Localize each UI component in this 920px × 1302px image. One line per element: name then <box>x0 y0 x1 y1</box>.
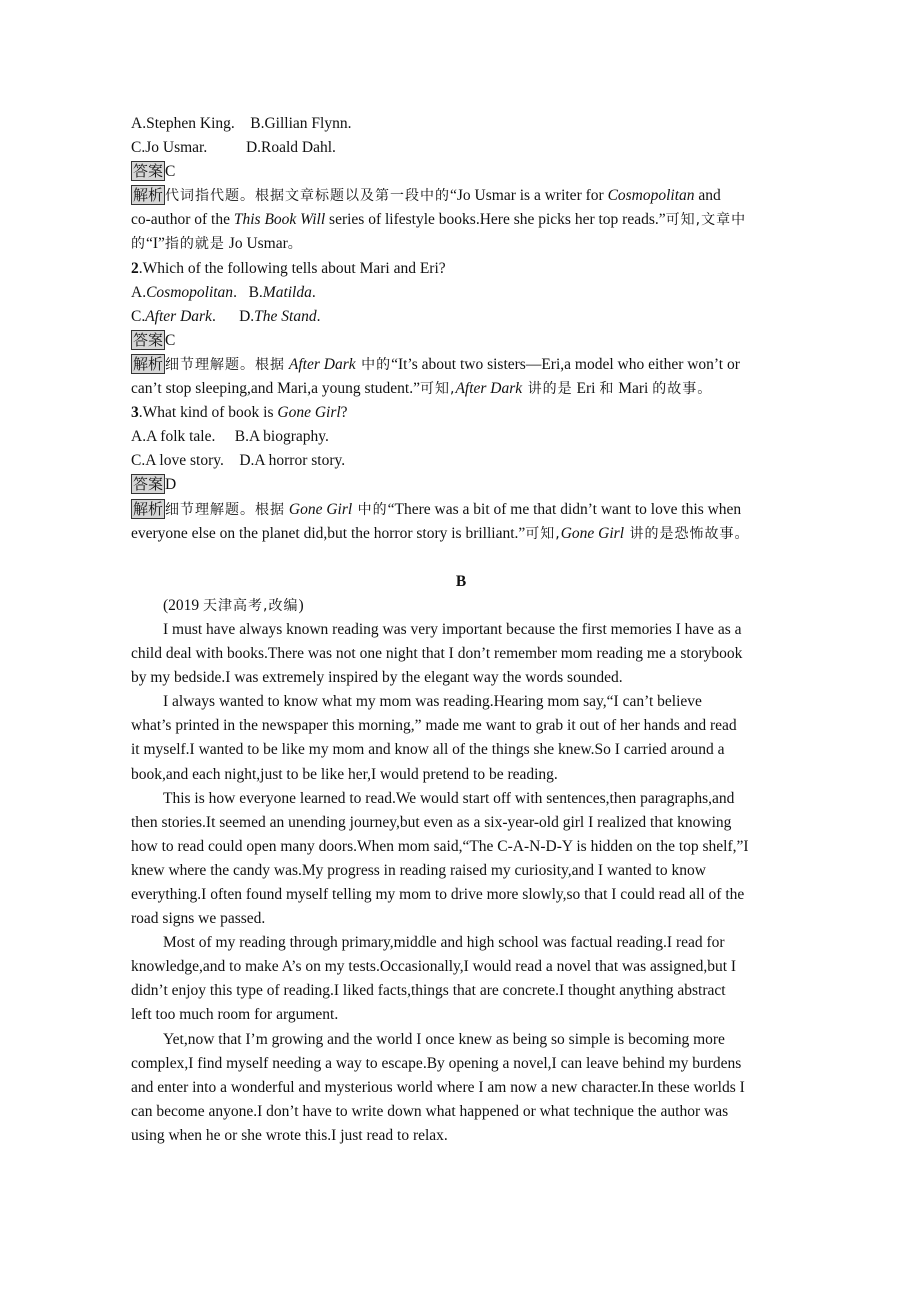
text-span: Eri <box>572 380 600 398</box>
text-line <box>131 184 791 208</box>
text-span: complex,I find myself needing a way to escape.By opening a novel,I can leave behind my burdens <box>131 1054 742 1072</box>
text-span: everything.I often found myself telling my mom to drive more slowly,so that I could read all of the <box>131 886 745 903</box>
text-line <box>131 1124 791 1148</box>
text-span: . D. <box>211 307 255 325</box>
answer-label-box: 答案 <box>133 162 164 181</box>
text-span: Matilda <box>262 283 312 301</box>
text-span: can’t stop sleeping,and Mari,a young student.” <box>131 380 420 398</box>
text-span: left too much room for argument. <box>131 1006 339 1024</box>
text-line <box>131 594 791 618</box>
text-line <box>131 257 791 281</box>
text-span: road signs we passed. <box>131 910 266 928</box>
text-line <box>131 425 791 449</box>
text-span: Cosmopolitan <box>607 187 695 205</box>
text-line <box>131 136 791 160</box>
answer-label-box: 解析 <box>133 499 164 518</box>
text-span: Jo Usmar <box>224 235 288 253</box>
text-span: “There was a bit of me that didn’t want to love this when <box>387 500 742 518</box>
text-span: 天津高考,改编 <box>203 597 299 614</box>
text-span: Gone Girl <box>560 524 625 542</box>
text-span: .What kind of book is <box>138 404 278 422</box>
text-span: 可知,文章中 <box>665 212 747 229</box>
text-span: it myself.I wanted to be like my mom and know all of the things she knew.So I carried around a <box>131 741 725 759</box>
text-span: ? <box>340 404 348 422</box>
text-span: 中的 <box>355 356 392 373</box>
text-span: 细节理解题。根据 <box>165 356 286 373</box>
text-span: Cosmopolitan <box>146 283 234 301</box>
text-line <box>131 498 791 522</box>
document-body <box>131 112 791 1148</box>
text-line <box>131 1100 791 1124</box>
text-span: 指的就是 <box>164 236 225 253</box>
text-span: “I” <box>146 235 165 253</box>
text-line <box>131 232 791 256</box>
text-span: I always wanted to know what my mom was reading.Hearing mom say,“I can’t believe <box>163 693 702 711</box>
text-line <box>131 1028 791 1052</box>
text-span: This Book Will <box>233 211 326 229</box>
answer-label-box: 解析 <box>133 186 164 205</box>
text-line <box>131 546 791 570</box>
text-span: 的故事。 <box>652 381 713 398</box>
text-span: and <box>694 187 721 205</box>
text-span: 可知, <box>525 525 561 542</box>
text-span: child deal with books.There was not one night that I don’t remember mom reading me a storybook <box>131 645 743 663</box>
text-span: C.Jo Usmar. D.Roald Dahl. <box>131 139 336 157</box>
text-line <box>131 738 791 762</box>
answer-label-box: 解析 <box>133 354 164 373</box>
text-span: Yet,now that I’m growing and the world I once knew as being so simple is becoming more <box>163 1030 725 1048</box>
text-span: D <box>165 476 177 494</box>
text-line <box>131 835 791 859</box>
text-span: “Jo Usmar is a writer for <box>450 187 608 205</box>
text-span: C. <box>131 307 146 325</box>
text-span: A. <box>131 283 147 301</box>
text-line <box>131 642 791 666</box>
text-line <box>131 931 791 955</box>
text-span: co-author of the <box>131 211 234 229</box>
text-span: 中的 <box>352 501 388 518</box>
answer-label-box: 答案 <box>133 475 164 494</box>
text-line <box>131 377 791 401</box>
text-line <box>131 449 791 473</box>
text-span: After Dark <box>285 355 356 373</box>
text-line <box>131 859 791 883</box>
text-span: 细节理解题。根据 <box>165 501 286 518</box>
text-line <box>131 714 791 738</box>
text-span: 代词指代题。根据文章标题以及第一段中的 <box>165 188 451 205</box>
text-line <box>131 979 791 1003</box>
text-span: and enter into a wonderful and mysterious world where I am now a new character.In these worlds I <box>131 1078 745 1096</box>
text-span: After Dark <box>455 380 523 398</box>
text-line <box>131 1076 791 1100</box>
text-line <box>131 907 791 931</box>
text-span: . <box>311 283 316 301</box>
text-line <box>131 1052 791 1076</box>
text-span: This is how everyone learned to read.We would start off with sentences,then paragraphs,and <box>163 789 735 807</box>
text-line <box>131 690 791 714</box>
text-line <box>131 329 791 353</box>
text-span: Gone Girl <box>285 500 353 518</box>
text-line <box>131 160 791 184</box>
text-span: A.A folk tale. B.A biography. <box>131 428 329 446</box>
text-span: everyone else on the planet did,but the horror story is brilliant.” <box>131 524 526 542</box>
text-span: 2 <box>131 259 139 277</box>
text-span: knowledge,and to make A’s on my tests.Occasionally,I would read a novel that was assigned,but I <box>131 958 737 976</box>
text-span: how to read could open many doors.When mom said,“The C-A-N-D-Y is hidden on the top shelf,”I <box>131 837 749 855</box>
text-span: C <box>165 163 176 181</box>
text-span: didn’t enjoy this type of reading.I liked facts,things that are concrete.I thought anything abstract <box>131 982 726 1000</box>
text-line <box>131 208 791 232</box>
text-line <box>131 1003 791 1027</box>
text-line <box>131 353 791 377</box>
text-line <box>131 112 791 136</box>
answer-label-box: 答案 <box>133 330 164 349</box>
text-span: “It’s about two sisters—Eri,a model who either won’t or <box>391 355 740 373</box>
text-span: .Which of the following tells about Mari and Eri? <box>138 259 446 277</box>
text-span: C.A love story. D.A horror story. <box>131 452 346 470</box>
text-line <box>131 401 791 425</box>
text-span: by my bedside.I was extremely inspired by the elegant way the words sounded. <box>131 669 623 687</box>
text-line <box>131 281 791 305</box>
text-line <box>131 763 791 787</box>
text-span: 和 <box>599 381 615 398</box>
text-line <box>131 811 791 835</box>
text-span: 可知, <box>419 381 456 398</box>
text-span: Mari <box>614 380 653 398</box>
text-span: . <box>316 307 321 325</box>
text-line <box>131 666 791 690</box>
text-line <box>131 787 791 811</box>
text-span: 讲的是 <box>522 381 573 398</box>
text-span: ) <box>298 596 304 614</box>
text-span: 3 <box>131 404 139 422</box>
text-line <box>131 955 791 979</box>
text-span: 。 <box>287 236 303 253</box>
text-span: C <box>165 331 176 349</box>
text-line <box>131 618 791 642</box>
text-span: After Dark <box>145 307 212 325</box>
section-heading <box>131 570 791 594</box>
text-span: I must have always known reading was very important because the first memories I have as a <box>163 620 742 638</box>
text-span: . B. <box>233 283 263 301</box>
text-line <box>131 305 791 329</box>
text-span: B <box>455 572 467 590</box>
text-span: what’s printed in the newspaper this morning,” made me want to grab it out of her hands and read <box>131 717 737 735</box>
text-span: Gone Girl <box>277 404 341 422</box>
text-line <box>131 883 791 907</box>
text-line <box>131 522 791 546</box>
text-span: (2019 <box>163 596 204 614</box>
text-span: using when he or she wrote this.I just read to relax. <box>131 1126 448 1144</box>
text-span: knew where the candy was.My progress in reading raised my curiosity,and I wanted to know <box>131 861 706 879</box>
text-span: The Stand <box>254 307 317 325</box>
text-span: book,and each night,just to be like her,I would pretend to be reading. <box>131 765 558 783</box>
text-span: then stories.It seemed an unending journey,but even as a six-year-old girl I realized that knowing <box>131 813 732 831</box>
text-span: series of lifestyle books.Here she picks her top reads.” <box>325 211 666 229</box>
text-span: 的 <box>131 236 146 253</box>
text-span: Most of my reading through primary,middle and high school was factual reading.I read for <box>163 934 725 952</box>
text-line <box>131 473 791 497</box>
text-span: A.Stephen King. B.Gillian Flynn. <box>131 115 352 132</box>
text-span: can become anyone.I don’t have to write down what happened or what technique the author was <box>131 1102 729 1120</box>
text-span: 讲的是恐怖故事。 <box>624 525 750 542</box>
